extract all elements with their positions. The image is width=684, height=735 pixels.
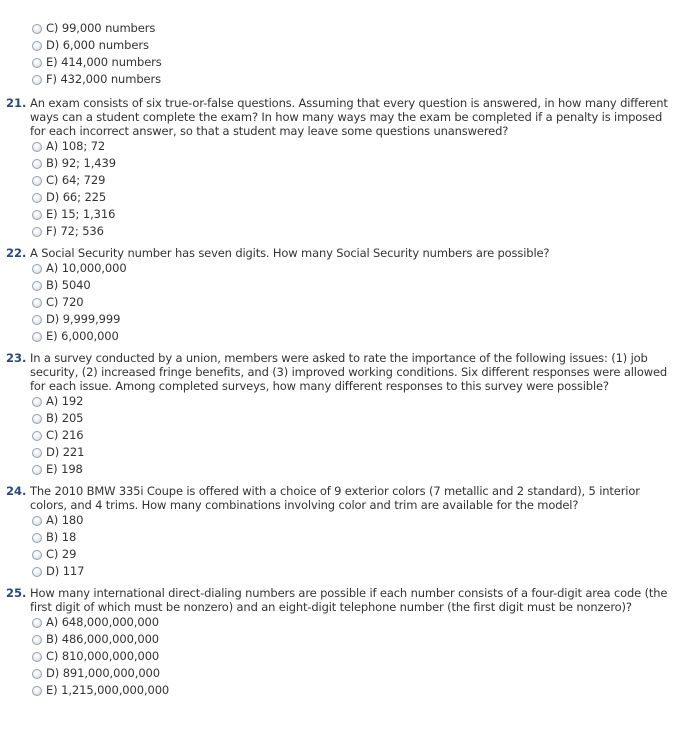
question-number: 23. <box>6 351 27 365</box>
prev-question-options <box>32 20 684 88</box>
radio-button[interactable] <box>32 142 42 152</box>
radio-button[interactable] <box>32 75 42 85</box>
question-24 <box>0 484 684 580</box>
answer-option[interactable] <box>32 631 684 648</box>
answer-option[interactable] <box>32 614 684 631</box>
option-label: B) 92; 1,439 <box>46 156 116 170</box>
radio-button[interactable] <box>32 567 42 577</box>
option-label: F) 72; 536 <box>46 224 104 238</box>
option-label: D) 9,999,999 <box>46 312 121 326</box>
question-options <box>32 393 684 478</box>
answer-option[interactable] <box>32 444 684 461</box>
option-label: C) 29 <box>46 547 77 561</box>
question-options <box>32 138 684 240</box>
option-label: F) 432,000 numbers <box>46 72 162 86</box>
radio-button[interactable] <box>32 41 42 51</box>
radio-button[interactable] <box>32 24 42 34</box>
radio-button[interactable] <box>32 58 42 68</box>
question-number: 24. <box>6 484 27 498</box>
radio-button[interactable] <box>32 431 42 441</box>
answer-option[interactable] <box>32 529 684 546</box>
answer-option[interactable] <box>32 260 684 277</box>
option-label: E) 15; 1,316 <box>46 207 116 221</box>
answer-option[interactable] <box>32 311 684 328</box>
option-label: A) 10,000,000 <box>46 261 127 275</box>
question-text: How many international direct-dialing numbers are possible if each number consists of a four-digit area code (the first digit of which must be nonzero) and an eight-digit telephone number (the first digit must be nonzero)? <box>30 586 668 614</box>
option-label: A) 192 <box>46 394 84 408</box>
answer-option[interactable] <box>32 223 684 240</box>
option-label: E) 6,000,000 <box>46 329 119 343</box>
option-label: C) 99,000 numbers <box>46 21 156 35</box>
radio-button[interactable] <box>32 516 42 526</box>
radio-button[interactable] <box>32 281 42 291</box>
radio-button[interactable] <box>32 533 42 543</box>
radio-button[interactable] <box>32 465 42 475</box>
answer-option[interactable] <box>32 37 684 54</box>
question-text: In a survey conducted by a union, members were asked to rate the importance of the following issues: (1) job security, (2) increased fringe benefits, and (3) improved working conditions. Six different responses were allowed for each issue. Among completed surveys, how many different responses to this survey were possible? <box>30 351 668 393</box>
answer-option[interactable] <box>32 461 684 478</box>
answer-option[interactable] <box>32 138 684 155</box>
option-label: D) 66; 225 <box>46 190 107 204</box>
question-options <box>32 260 684 345</box>
radio-button[interactable] <box>32 176 42 186</box>
answer-option[interactable] <box>32 71 684 88</box>
option-label: B) 486,000,000,000 <box>46 632 159 646</box>
radio-button[interactable] <box>32 159 42 169</box>
answer-option[interactable] <box>32 563 684 580</box>
option-label: E) 414,000 numbers <box>46 55 162 69</box>
answer-option[interactable] <box>32 155 684 172</box>
radio-button[interactable] <box>32 315 42 325</box>
answer-option[interactable] <box>32 427 684 444</box>
answer-option[interactable] <box>32 54 684 71</box>
radio-button[interactable] <box>32 635 42 645</box>
answer-option[interactable] <box>32 20 684 37</box>
question-text: An exam consists of six true-or-false questions. Assuming that every question is answered, in how many different ways can a student complete the exam? In how many ways may the exam be completed if a penalty is imposed for each incorrect answer, so that a student may leave some questions unanswered? <box>30 96 668 138</box>
option-label: D) 891,000,000,000 <box>46 666 160 680</box>
answer-option[interactable] <box>32 393 684 410</box>
option-label: A) 108; 72 <box>46 139 106 153</box>
option-label: E) 1,215,000,000,000 <box>46 683 170 697</box>
radio-button[interactable] <box>32 227 42 237</box>
question-options <box>32 614 684 699</box>
question-25 <box>0 586 684 699</box>
question-number: 22. <box>6 246 27 260</box>
option-label: C) 810,000,000,000 <box>46 649 160 663</box>
answer-option[interactable] <box>32 172 684 189</box>
answer-option[interactable] <box>32 665 684 682</box>
radio-button[interactable] <box>32 669 42 679</box>
question-23 <box>0 351 684 478</box>
option-label: B) 5040 <box>46 278 91 292</box>
radio-button[interactable] <box>32 414 42 424</box>
option-label: D) 6,000 numbers <box>46 38 149 52</box>
question-number: 21. <box>6 96 27 110</box>
question-text: A Social Security number has seven digits. How many Social Security numbers are possible? <box>30 246 550 260</box>
answer-option[interactable] <box>32 294 684 311</box>
answer-option[interactable] <box>32 546 684 563</box>
radio-button[interactable] <box>32 618 42 628</box>
option-label: A) 648,000,000,000 <box>46 615 159 629</box>
answer-option[interactable] <box>32 682 684 699</box>
answer-option[interactable] <box>32 410 684 427</box>
option-label: C) 216 <box>46 428 84 442</box>
radio-button[interactable] <box>32 652 42 662</box>
radio-button[interactable] <box>32 550 42 560</box>
answer-option[interactable] <box>32 648 684 665</box>
radio-button[interactable] <box>32 686 42 696</box>
answer-option[interactable] <box>32 206 684 223</box>
answer-option[interactable] <box>32 512 684 529</box>
option-label: D) 117 <box>46 564 85 578</box>
answer-option[interactable] <box>32 189 684 206</box>
option-label: E) 198 <box>46 462 83 476</box>
option-label: A) 180 <box>46 513 84 527</box>
question-21 <box>0 96 684 240</box>
option-label: B) 18 <box>46 530 77 544</box>
question-number: 25. <box>6 586 27 600</box>
question-options <box>32 512 684 580</box>
question-22 <box>0 246 684 345</box>
answer-option[interactable] <box>32 277 684 294</box>
radio-button[interactable] <box>32 397 42 407</box>
option-label: D) 221 <box>46 445 85 459</box>
radio-button[interactable] <box>32 298 42 308</box>
option-label: C) 64; 729 <box>46 173 106 187</box>
option-label: C) 720 <box>46 295 84 309</box>
radio-button[interactable] <box>32 210 42 220</box>
radio-button[interactable] <box>32 264 42 274</box>
radio-button[interactable] <box>32 193 42 203</box>
question-text: The 2010 BMW 335i Coupe is offered with a choice of 9 exterior colors (7 metallic and 2 standard), 5 interior colors, and 4 trims. How many combinations involving color and trim are available for the model? <box>30 484 640 512</box>
option-label: B) 205 <box>46 411 84 425</box>
answer-option[interactable] <box>32 328 684 345</box>
radio-button[interactable] <box>32 448 42 458</box>
radio-button[interactable] <box>32 332 42 342</box>
